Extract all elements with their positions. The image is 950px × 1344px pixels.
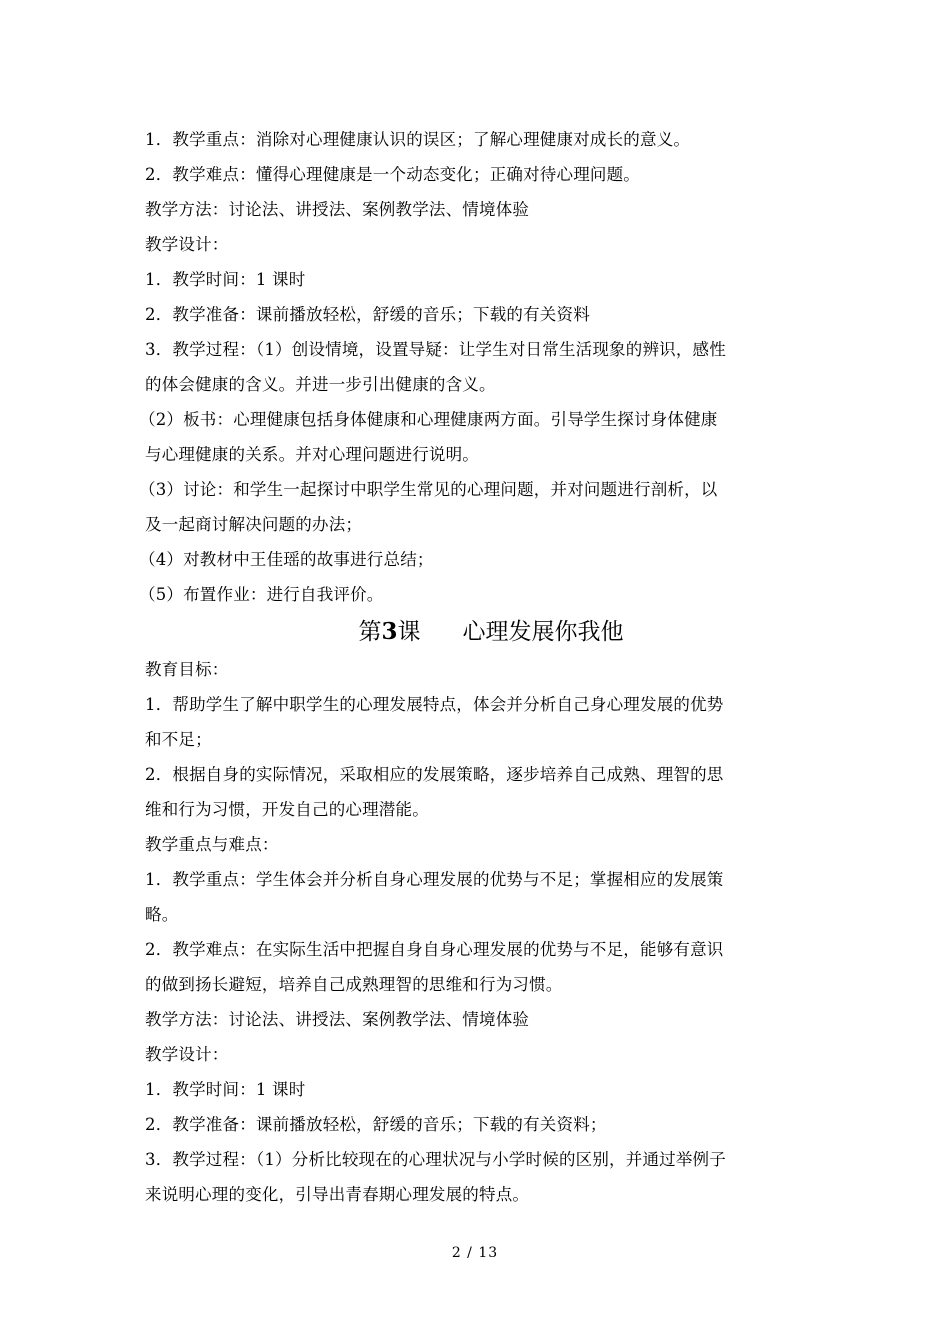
text-line: 教学重点与难点：	[145, 835, 279, 854]
text-line: 来说明心理的变化，引导出青春期心理发展的特点。	[145, 1185, 530, 1204]
text-line: （5）布置作业：进行自我评价。	[139, 585, 384, 604]
text-line: 教学设计：	[145, 235, 229, 254]
text-line: 和不足；	[145, 730, 212, 749]
text-line: 1．教学重点：消除对心理健康认识的误区；了解心理健康对成长的意义。	[145, 130, 691, 149]
text-line: 及一起商讨解决问题的办法；	[145, 515, 363, 534]
lesson-suffix: 课	[397, 619, 421, 645]
upper-section	[139, 122, 807, 612]
lesson-prefix: 第	[358, 619, 382, 645]
text-line: 1．教学时间：1 课时	[145, 1080, 306, 1099]
text-line: 1．教学时间：1 课时	[145, 270, 306, 289]
page-body	[139, 122, 807, 1212]
text-line: 教育目标：	[145, 660, 229, 679]
text-line: 1．教学重点：学生体会并分析自身心理发展的优势与不足；掌握相应的发展策	[145, 870, 724, 889]
lesson-number: 3	[381, 618, 398, 645]
text-line: （2）板书：心理健康包括身体健康和心理健康两方面。引导学生探讨身体健康	[139, 410, 718, 429]
text-line: 教学方法：讨论法、讲授法、案例教学法、情境体验	[145, 1010, 530, 1029]
text-line: 1．帮助学生了解中职学生的心理发展特点，体会并分析自己身心理发展的优势	[145, 695, 724, 714]
lower-section	[145, 652, 807, 1212]
lesson-name: 心理发展你我他	[462, 619, 624, 645]
text-line: 略。	[145, 905, 179, 924]
text-line: 维和行为习惯，开发自己的心理潜能。	[145, 800, 429, 819]
lesson-title	[145, 612, 807, 652]
text-line: 与心理健康的关系。并对心理问题进行说明。	[145, 445, 479, 464]
text-line: 2．教学难点：在实际生活中把握自身自身心理发展的优势与不足，能够有意识	[145, 940, 724, 959]
text-line: 2．教学难点：懂得心理健康是一个动态变化；正确对待心理问题。	[145, 165, 640, 184]
text-line: （4）对教材中王佳瑶的故事进行总结；	[139, 550, 434, 569]
text-line: 教学设计：	[145, 1045, 229, 1064]
text-line: 3．教学过程：（1）分析比较现在的心理状况与小学时候的区别，并通过举例子	[145, 1150, 726, 1169]
text-line: 的体会健康的含义。并进一步引出健康的含义。	[145, 375, 496, 394]
page-number: 2 / 13	[451, 1245, 499, 1261]
text-line: （3）讨论：和学生一起探讨中职学生常见的心理问题，并对问题进行剖析，以	[139, 480, 718, 499]
text-line: 3．教学过程：（1）创设情境，设置导疑：让学生对日常生活现象的辨识，感性	[145, 340, 726, 359]
text-line: 2．教学准备：课前播放轻松，舒缓的音乐；下载的有关资料	[145, 305, 590, 324]
text-line: 教学方法：讨论法、讲授法、案例教学法、情境体验	[145, 200, 530, 219]
text-line: 的做到扬长避短，培养自己成熟理智的思维和行为习惯。	[145, 975, 563, 994]
text-line: 2．根据自身的实际情况，采取相应的发展策略，逐步培养自己成熟、理智的思	[145, 765, 724, 784]
text-line: 2．教学准备：课前播放轻松，舒缓的音乐；下载的有关资料；	[145, 1115, 607, 1134]
